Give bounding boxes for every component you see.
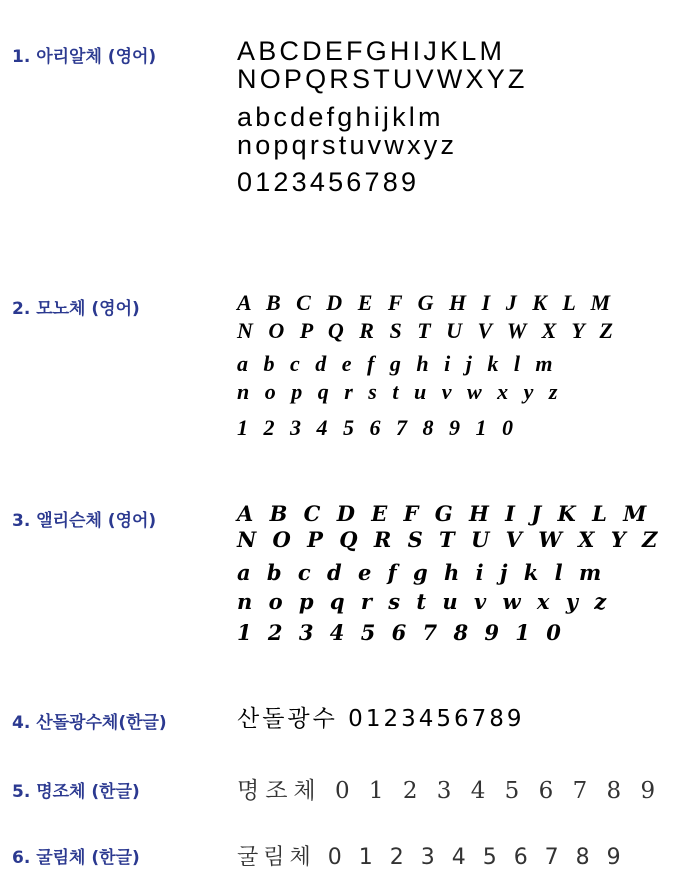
section-4-label: 4. 산돌광수체(한글)	[12, 713, 167, 733]
arial-lowercase-line-2: nopqrstuvwxyz	[237, 130, 458, 160]
arial-lowercase-line-1: abcdefghijklm	[237, 102, 444, 132]
arial-digits-line: 0123456789	[237, 167, 420, 197]
mono-uppercase-line-1: A B C D E F G H I J K L M	[237, 290, 612, 315]
mono-digits-line: 1 2 3 4 5 6 7 8 9 1 0	[237, 415, 514, 440]
allison-uppercase-line-1: A B C D E F G H I J K L M	[237, 501, 648, 526]
mono-lowercase-line-1: a b c d e f g h i j k l m	[237, 351, 554, 376]
sandol-sample-line: 산돌광수 0123456789	[237, 706, 525, 732]
myeongjo-sample-line: 명조체 0 1 2 3 4 5 6 7 8 9	[237, 778, 662, 804]
allison-uppercase-line-2: N O P Q R S T U V W X Y Z	[237, 527, 659, 552]
section-2-label: 2. 모노체 (영어)	[12, 299, 140, 319]
gulim-sample-line: 굴림체 0 1 2 3 4 5 6 7 8 9	[237, 845, 626, 870]
mono-lowercase-line-2: n o p q r s t u v w x y z	[237, 379, 559, 404]
arial-uppercase-line-2: NOPQRSTUVWXYZ	[237, 64, 528, 94]
section-3-label: 3. 앨리슨체 (영어)	[12, 511, 157, 531]
allison-lowercase-line-1: a b c d e f g h i j k l m	[237, 560, 603, 585]
allison-digits-line: 1 2 3 4 5 6 7 8 9 1 0	[237, 620, 562, 645]
section-6-label: 6. 굴림체 (한글)	[12, 848, 140, 868]
section-5-label: 5. 명조체 (한글)	[12, 782, 140, 802]
allison-lowercase-line-2: n o p q r s t u v w x y z	[237, 589, 608, 614]
section-1-label: 1. 아리알체 (영어)	[12, 47, 157, 67]
mono-uppercase-line-2: N O P Q R S T U V W X Y Z	[237, 318, 614, 343]
arial-uppercase-line-1: ABCDEFGHIJKLM	[237, 36, 506, 66]
